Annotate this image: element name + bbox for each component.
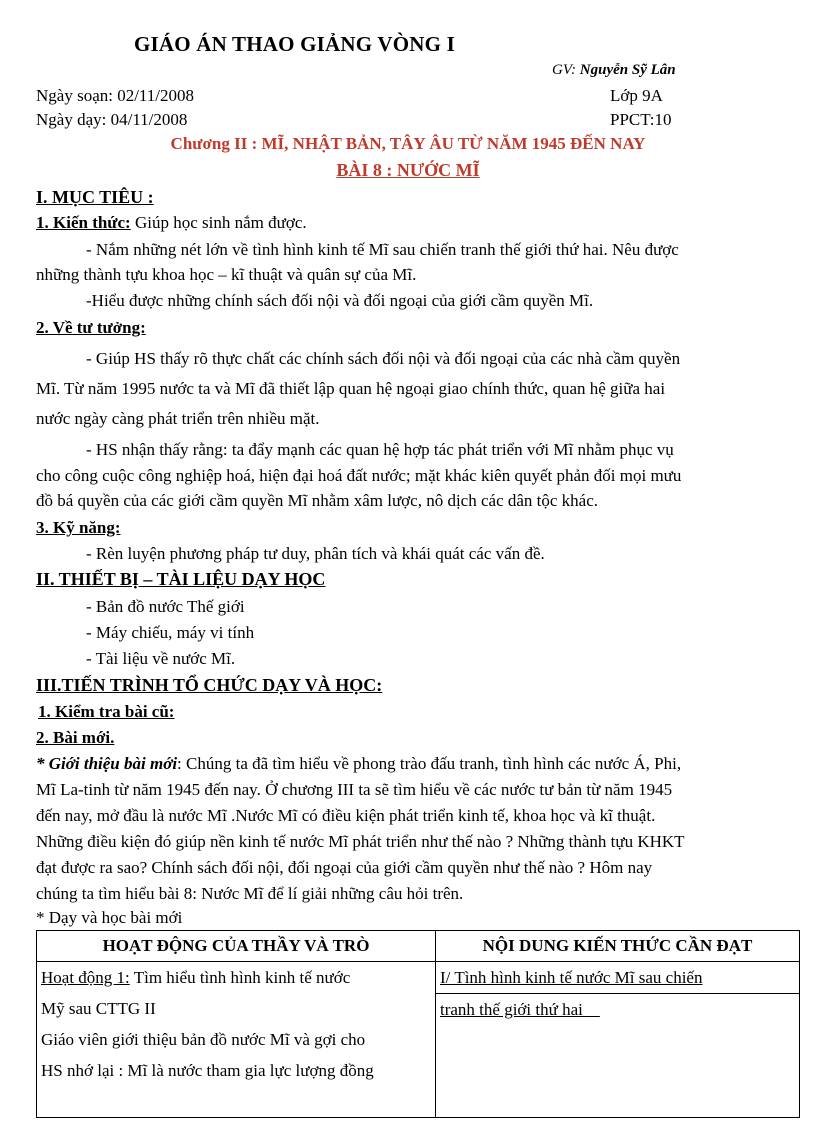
equipment-item: - Máy chiếu, máy vi tính: [86, 623, 255, 642]
intro-label: * Giới thiệu bài mới: [36, 754, 178, 773]
activity-line: [41, 962, 431, 993]
intro-text: Mĩ La-tinh từ năm 1945 đến nay. Ở chương III ta sẽ tìm hiểu về các nước tư bản từ năm 1945: [36, 780, 673, 799]
knowledge-line: [36, 213, 307, 233]
col-header-content: NỘI DUNG KIẾN THỨC CẦN ĐẠT: [436, 931, 800, 962]
intro-text: : Chúng ta đã tìm hiểu về phong trào đấu tranh, tình hình các nước Á, Phi,: [177, 754, 682, 773]
lesson-title: BÀI 8 : NƯỚC MĨ: [336, 160, 480, 180]
content-cell: [436, 962, 800, 1118]
thought-text: cho công cuộc công nghiệp hoá, hiện đại hoá đất nước; mặt khác kiên quyết phản đối mọi mưu: [36, 466, 682, 485]
date-taught: Ngày dạy: 04/11/2008: [36, 110, 188, 129]
activity-cell: [37, 962, 436, 1118]
equipment-item: - Tài liệu về nước Mĩ.: [86, 649, 236, 668]
skill-heading: 3. Kỹ năng:: [36, 518, 121, 537]
equipment-item: - Bản đồ nước Thế giới: [86, 597, 245, 616]
chapter-name: MĨ, NHẬT BẢN, TÂY ÂU TỪ NĂM 1945 ĐẾN NAY: [261, 134, 646, 153]
new-lesson-heading: 2. Bài mới.: [36, 728, 115, 747]
knowledge-text: những thành tựu khoa học – kĩ thuật và quân sự của Mĩ.: [36, 265, 417, 284]
intro-text: đến nay, mở đầu là nước Mĩ .Nước Mĩ có điều kiện phát triển kinh tế, khoa học và kĩ thuật.: [36, 806, 656, 825]
section-heading-objectives: I. MỤC TIÊU :: [36, 187, 154, 207]
content-text: tranh thế giới thứ hai: [440, 1000, 600, 1019]
intro-text: Những điều kiện đó giúp nền kinh tế nước Mĩ phát triển như thế nào ? Những thành tựu KHKT: [36, 832, 685, 851]
activity-text: Tìm hiểu tình hình kinh tế nước: [129, 968, 351, 987]
knowledge-intro: Giúp học sinh nắm được.: [130, 213, 307, 232]
teacher-line: [552, 62, 676, 79]
thought-heading: 2. Về tư tưởng:: [36, 318, 146, 337]
teacher-label: GV:: [552, 62, 580, 78]
chapter-prefix: Chương II :: [170, 134, 262, 153]
document-title: GIÁO ÁN THAO GIẢNG VÒNG I: [134, 32, 456, 56]
thought-text: - HS nhận thấy rằng: ta đẩy mạnh các quan hệ hợp tác phát triển với Mĩ nhằm phục vụ: [86, 440, 674, 459]
teacher-name: Nguyễn Sỹ Lân: [579, 62, 676, 78]
check-old-heading: 1. Kiểm tra bài cũ:: [38, 702, 175, 721]
activity-text: Mỹ sau CTTG II: [41, 999, 156, 1018]
intro-text: đạt được ra sao? Chính sách đối nội, đối ngoại của giới cầm quyền như thế nào ? Hôm nay: [36, 858, 653, 877]
content-text: I/ Tình hình kinh tế nước Mĩ sau chiến: [436, 962, 799, 994]
thought-text: - Giúp HS thấy rõ thực chất các chính sách đối nội và đối ngoại của các nhà cầm quyền: [86, 349, 681, 368]
thought-text: nước ngày càng phát triển trên nhiều mặt.: [36, 409, 320, 428]
activity-label: Hoạt động 1:: [41, 968, 130, 987]
intro-text: chúng ta tìm hiểu bài 8: Nước Mĩ để lí giải những câu hỏi trên.: [36, 884, 464, 903]
thought-text: đồ bá quyền của các giới cầm quyền Mĩ nhằm xâm lược, nô dịch các dân tộc khác.: [36, 491, 599, 510]
section-heading-process: III.TIẾN TRÌNH TỔ CHỨC DẠY VÀ HỌC:: [36, 675, 383, 695]
ppct-label: PPCT:10: [610, 110, 672, 129]
col-header-activities: HOẠT ĐỘNG CỦA THẦY VÀ TRÒ: [37, 931, 436, 962]
activity-table: [36, 930, 800, 1118]
activity-text: HS nhớ lại : Mĩ là nước tham gia lực lượng đồng: [41, 1061, 374, 1080]
thought-text: Mĩ. Từ năm 1995 nước ta và Mĩ đã thiết lập quan hệ ngoại giao chính thức, quan hệ giữa hai: [36, 379, 666, 398]
date-prepared: Ngày soạn: 02/11/2008: [36, 86, 195, 105]
activity-text: Giáo viên giới thiệu bản đồ nước Mĩ và gợi cho: [41, 1030, 366, 1049]
class-label: Lớp 9A: [610, 86, 663, 105]
intro-first-line: [36, 754, 681, 774]
section-heading-equipment: II. THIẾT BỊ – TÀI LIỆU DẠY HỌC: [36, 569, 326, 589]
teach-label: * Dạy và học bài mới: [36, 908, 183, 927]
chapter-title: [0, 134, 816, 154]
table-row: [37, 962, 800, 1118]
knowledge-heading: 1. Kiến thức:: [36, 213, 131, 232]
table-header-row: [37, 931, 800, 962]
knowledge-text: -Hiểu được những chính sách đối nội và đối ngoại của giới cầm quyền Mĩ.: [86, 291, 594, 310]
skill-text: - Rèn luyện phương pháp tư duy, phân tích và khái quát các vấn đề.: [86, 544, 545, 563]
knowledge-text: - Nắm những nét lớn về tình hình kinh tế Mĩ sau chiến tranh thế giới thứ hai. Nêu được: [86, 240, 679, 259]
